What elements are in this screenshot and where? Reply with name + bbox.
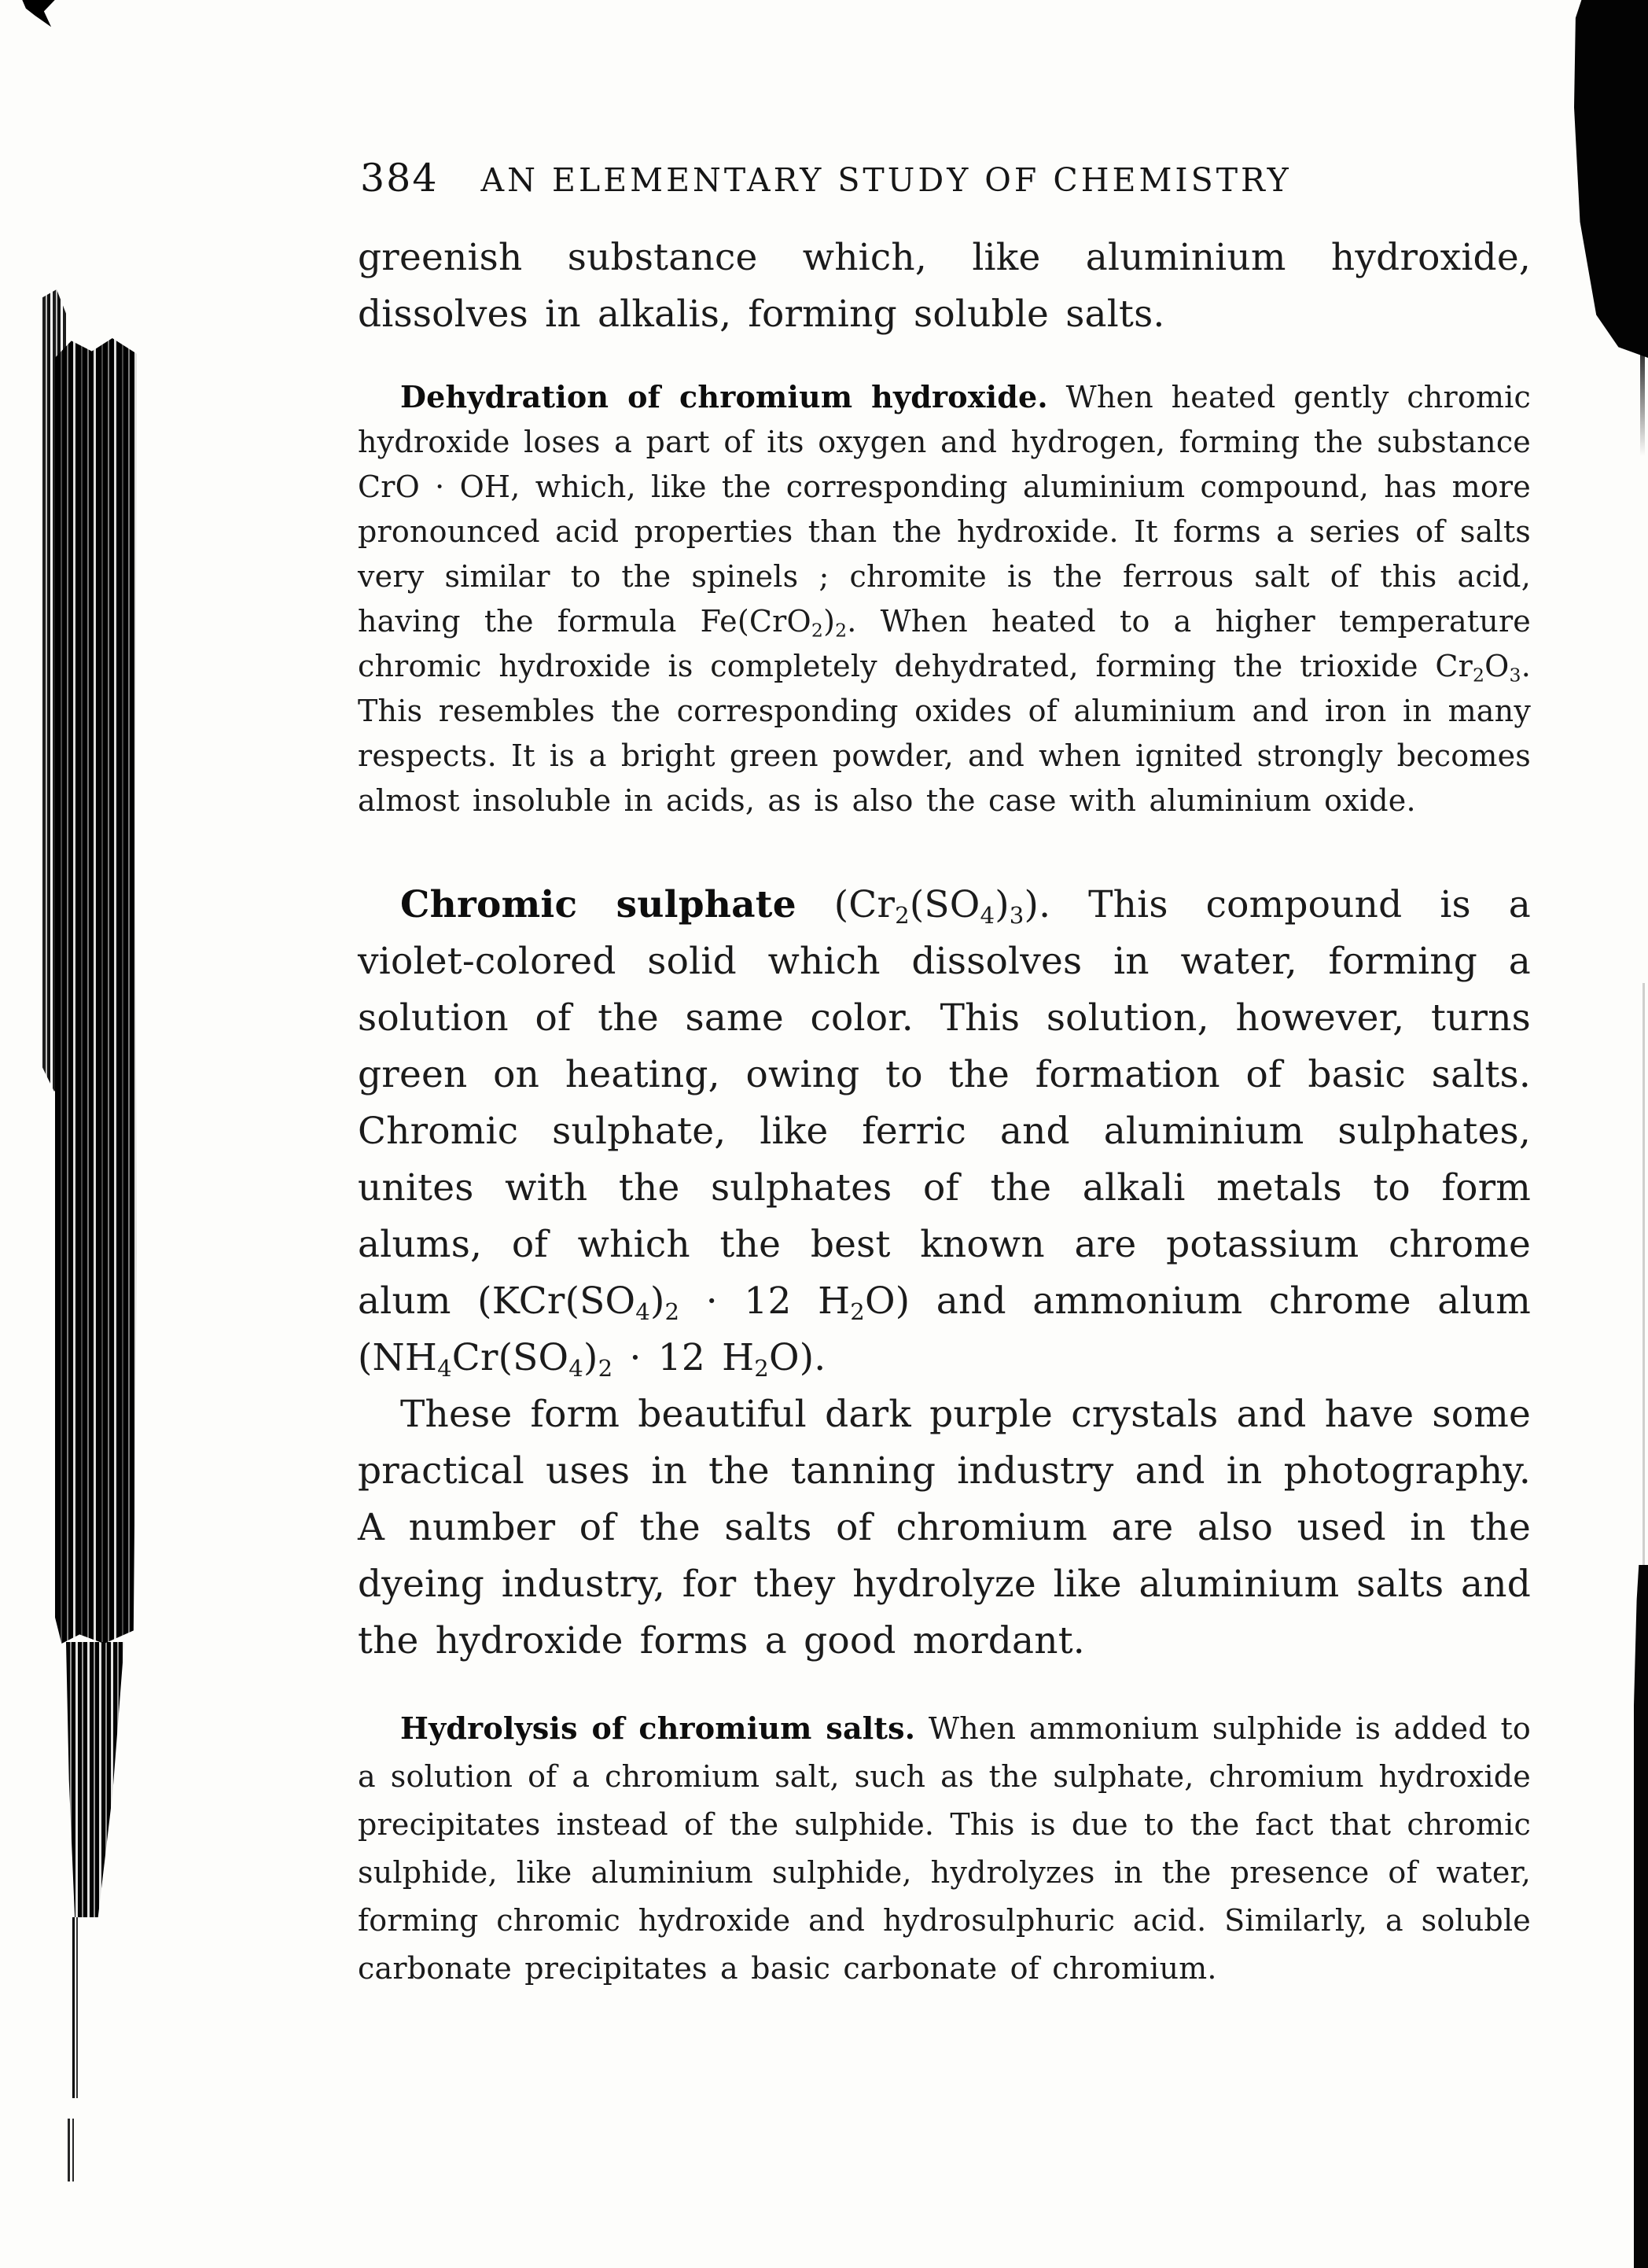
bold-lead-run: Dehydration of chromium hydroxide. (400, 379, 1048, 414)
text-run: Cr(SO (451, 1336, 569, 1379)
para-crystals-uses (358, 1386, 1531, 1670)
formula-subscript: 2 (1472, 664, 1485, 687)
text-run: (Cr (796, 883, 896, 926)
text-run: O). (769, 1336, 826, 1379)
text-run: When ammonium sulphide is added to a solution of a chromium salt, such as the sulphate, chromium hydroxide precipitates instead of the sulphide. This is due to the fact that chromic sulphide, like aluminium sulphide, hydrolyzes in the presence of water, forming chromic hydroxide and hydrosulphuric acid. Similarly, a soluble carbonate precipitates a basic carbonate of chromium. (358, 1711, 1531, 1986)
text-run: When heated gently chromic hydroxide loses a part of its oxygen and hydrogen, forming the substance CrO · OH, which, like the corresponding aluminium compound, has more pronounced acid properties than the hydroxide. It forms a series of salts very similar to the spinels ; chromite is the ferrous salt of this acid, having the formula Fe(CrO (358, 380, 1531, 639)
para-hydrolysis (358, 1704, 1531, 1993)
formula-subscript: 4 (568, 1355, 584, 1383)
scan-artifact-left-thin-line (72, 1917, 79, 2098)
page-number: 384 (360, 156, 439, 201)
formula-subscript: 2 (895, 902, 910, 930)
text-run: These form beautiful dark purple crystals and have some practical uses in the tanning industry and in photography. A number of the salts of chromium are also used in the dyeing industry, for they hydrolyze like aluminium salts and the hydroxide forms a good mordant. (358, 1393, 1531, 1662)
formula-subscript: 4 (980, 902, 995, 930)
text-run: (SO (909, 883, 980, 926)
text-run: ) (995, 883, 1010, 926)
text-run: O) and ammonium chrome alum (NH (358, 1279, 1531, 1379)
formula-subscript: 2 (811, 619, 824, 642)
formula-subscript: 2 (850, 1298, 865, 1326)
formula-subscript: 2 (598, 1355, 613, 1383)
bold-lead-run: Hydrolysis of chromium salts. (400, 1710, 916, 1746)
formula-subscript: 3 (1509, 664, 1521, 687)
scan-artifact-right-edge-faint-line (1642, 983, 1645, 1565)
scan-artifact-left-binding-streaks-main (55, 338, 137, 1644)
running-head-title: AN ELEMENTARY STUDY OF CHEMISTRY (480, 161, 1292, 199)
text-run: ) (650, 1279, 665, 1323)
scan-artifact-top-left-mark (20, 0, 57, 28)
scan-artifact-right-edge-strip (1634, 1565, 1648, 2268)
text-run: . This resembles the corresponding oxides of aluminium and iron in many respects. It is a bright green powder, and when ignited strongly becomes almost insoluble in acids, as is also the case with aluminium oxide. (358, 649, 1531, 818)
formula-subscript: 3 (1009, 902, 1024, 930)
para-continuation (358, 230, 1531, 343)
page-header (360, 156, 1292, 201)
scan-artifact-left-binding-streaks-lower (66, 1642, 124, 1917)
formula-subscript: 4 (437, 1355, 452, 1383)
text-run: ) (583, 1336, 598, 1379)
scan-artifact-top-right-block (1574, 0, 1648, 358)
formula-subscript: 2 (754, 1355, 769, 1383)
text-run: · 12 H (679, 1279, 851, 1323)
text-run: ) (823, 604, 836, 639)
text-column (358, 230, 1531, 1993)
para-dehydration (358, 374, 1531, 823)
para-chromic-sulphate (358, 877, 1531, 1386)
text-run: . When heated to a higher temperature chromic hydroxide is completely dehydrated, forming the trioxide Cr (358, 604, 1531, 683)
formula-subscript: 2 (835, 619, 848, 642)
scan-artifact-left-bottom-marks (68, 2119, 77, 2181)
bold-lead-run: Chromic sulphate (400, 883, 796, 926)
text-run: greenish substance which, like aluminium hydroxide, dissolves in alkalis, forming soluble salts. (358, 236, 1531, 336)
text-run: ). This compound is a violet-colored solid which dissolves in water, forming a solution of the same color. This solution, however, turns green on heating, owing to the formation of basic salts. Chromic sulphate, like ferric and aluminium sulphates, unites with the sulphates of the alkali metals to form alums, of which the best known are potassium chrome alum (KCr(SO (358, 883, 1531, 1323)
formula-subscript: 4 (635, 1298, 650, 1326)
scan-artifact-right-edge-tail (1640, 354, 1645, 456)
formula-subscript: 2 (664, 1298, 680, 1326)
text-run: O (1484, 649, 1510, 683)
text-run: · 12 H (612, 1336, 755, 1379)
